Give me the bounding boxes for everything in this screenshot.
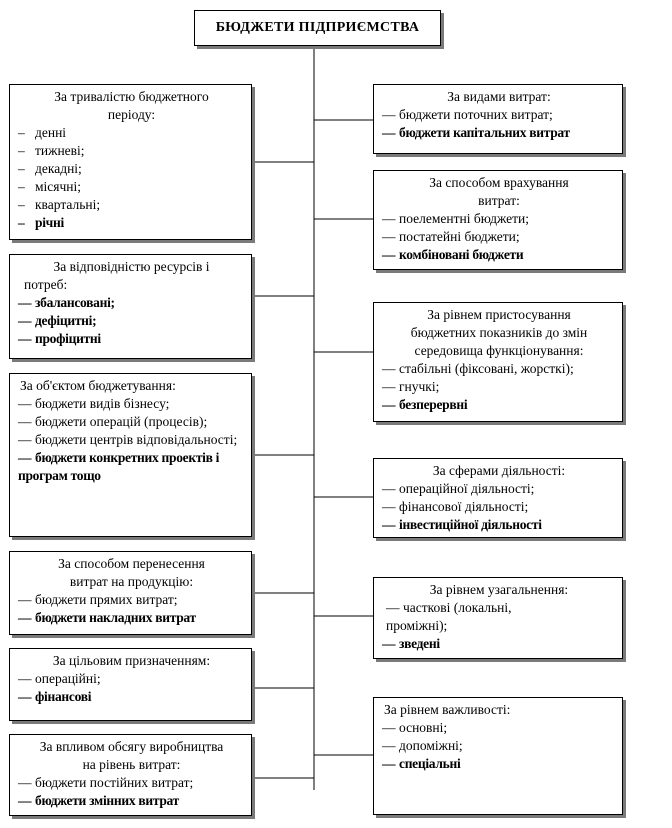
list-item: — комбіновані бюджети xyxy=(382,247,524,262)
list-item: — бюджети капітальних витрат xyxy=(382,125,570,140)
box-importance xyxy=(373,697,623,815)
list-item: — інвестиційної діяльності xyxy=(382,517,542,532)
list-item: — фінансові xyxy=(18,689,92,704)
diagram-title: БЮДЖЕТИ ПІДПРИЄМСТВА xyxy=(194,10,441,46)
list-item: – місячні; xyxy=(18,179,82,194)
box-heading: За рівнем узагальнення: xyxy=(429,582,569,597)
box-cost-types xyxy=(373,84,623,154)
box-production-volume xyxy=(9,734,252,816)
list-item: – річні xyxy=(18,215,64,230)
box-heading: За способом перенесення витрат на продукцію: xyxy=(58,556,205,589)
box-heading: За сферами діяльності: xyxy=(432,463,566,478)
list-item: — бюджети поточних витрат; xyxy=(382,107,553,122)
box-heading: За впливом обсягу виробництва на рівень витрат: xyxy=(39,739,224,772)
list-item: – денні xyxy=(18,125,67,140)
list-item: — допоміжні; xyxy=(382,738,463,753)
list-item: — спеціальні xyxy=(382,756,461,771)
list-item: – декадні; xyxy=(18,161,82,176)
list-item: — стабільні (фіксовані, жорсткі); xyxy=(382,361,574,376)
list-item: — фінансової діяльності; xyxy=(382,499,529,514)
box-heading: За цільовим призначенням: xyxy=(52,653,211,668)
box-adaptability xyxy=(373,302,623,422)
list-item: — гнучкі; xyxy=(382,379,440,394)
box-generalization xyxy=(373,577,623,659)
list-item: — операційні; xyxy=(18,671,101,686)
list-item: — профіцитні xyxy=(18,331,101,346)
list-item: — збалансовані; xyxy=(18,295,115,310)
box-purpose xyxy=(9,648,252,721)
list-item: — бюджети видів бізнесу; xyxy=(18,396,170,411)
box-heading: За видами витрат: xyxy=(447,89,551,104)
box-heading: За відповідністю ресурсів і потреб: xyxy=(24,259,210,292)
list-item: — бюджети центрів відповідальності; xyxy=(18,432,238,447)
list-item: — бюджети конкретних проектів і програм тощо xyxy=(18,450,220,483)
box-heading: За рівнем пристосування бюджетних показників до змін середовища функціонування: xyxy=(410,307,588,358)
list-item: – квартальні; xyxy=(18,197,101,212)
box-budget-object xyxy=(9,373,252,537)
list-item: — дефіцитні; xyxy=(18,313,97,328)
list-item: — безперервні xyxy=(382,397,468,412)
list-item: — часткові (локальні, проміжні); xyxy=(386,600,512,633)
box-cost-accounting xyxy=(373,170,623,270)
box-budget-period xyxy=(9,84,252,240)
list-item: — основні; xyxy=(382,720,448,735)
list-item: — операційної діяльності; xyxy=(382,481,535,496)
box-heading: За способом врахування витрат: xyxy=(429,175,569,208)
list-item: — постатейні бюджети; xyxy=(382,229,520,244)
list-item: — бюджети постійних витрат; xyxy=(18,775,194,790)
box-activity-spheres xyxy=(373,458,623,538)
list-item: — бюджети операцій (процесів); xyxy=(18,414,208,429)
box-heading: За тривалістю бюджетного періоду: xyxy=(54,89,209,122)
list-item: — бюджети змінних витрат xyxy=(18,793,179,808)
box-cost-allocation xyxy=(9,551,252,635)
list-item: — зведені xyxy=(382,636,440,651)
box-heading: За об'єктом бюджетування: xyxy=(20,378,176,393)
list-item: – тижневі; xyxy=(18,143,85,158)
list-item: — бюджети накладних витрат xyxy=(18,610,196,625)
list-item: — бюджети прямих витрат; xyxy=(18,592,178,607)
box-resource-balance xyxy=(9,254,252,359)
box-heading: За рівнем важливості: xyxy=(384,702,511,717)
list-item: — поелементні бюджети; xyxy=(382,211,530,226)
